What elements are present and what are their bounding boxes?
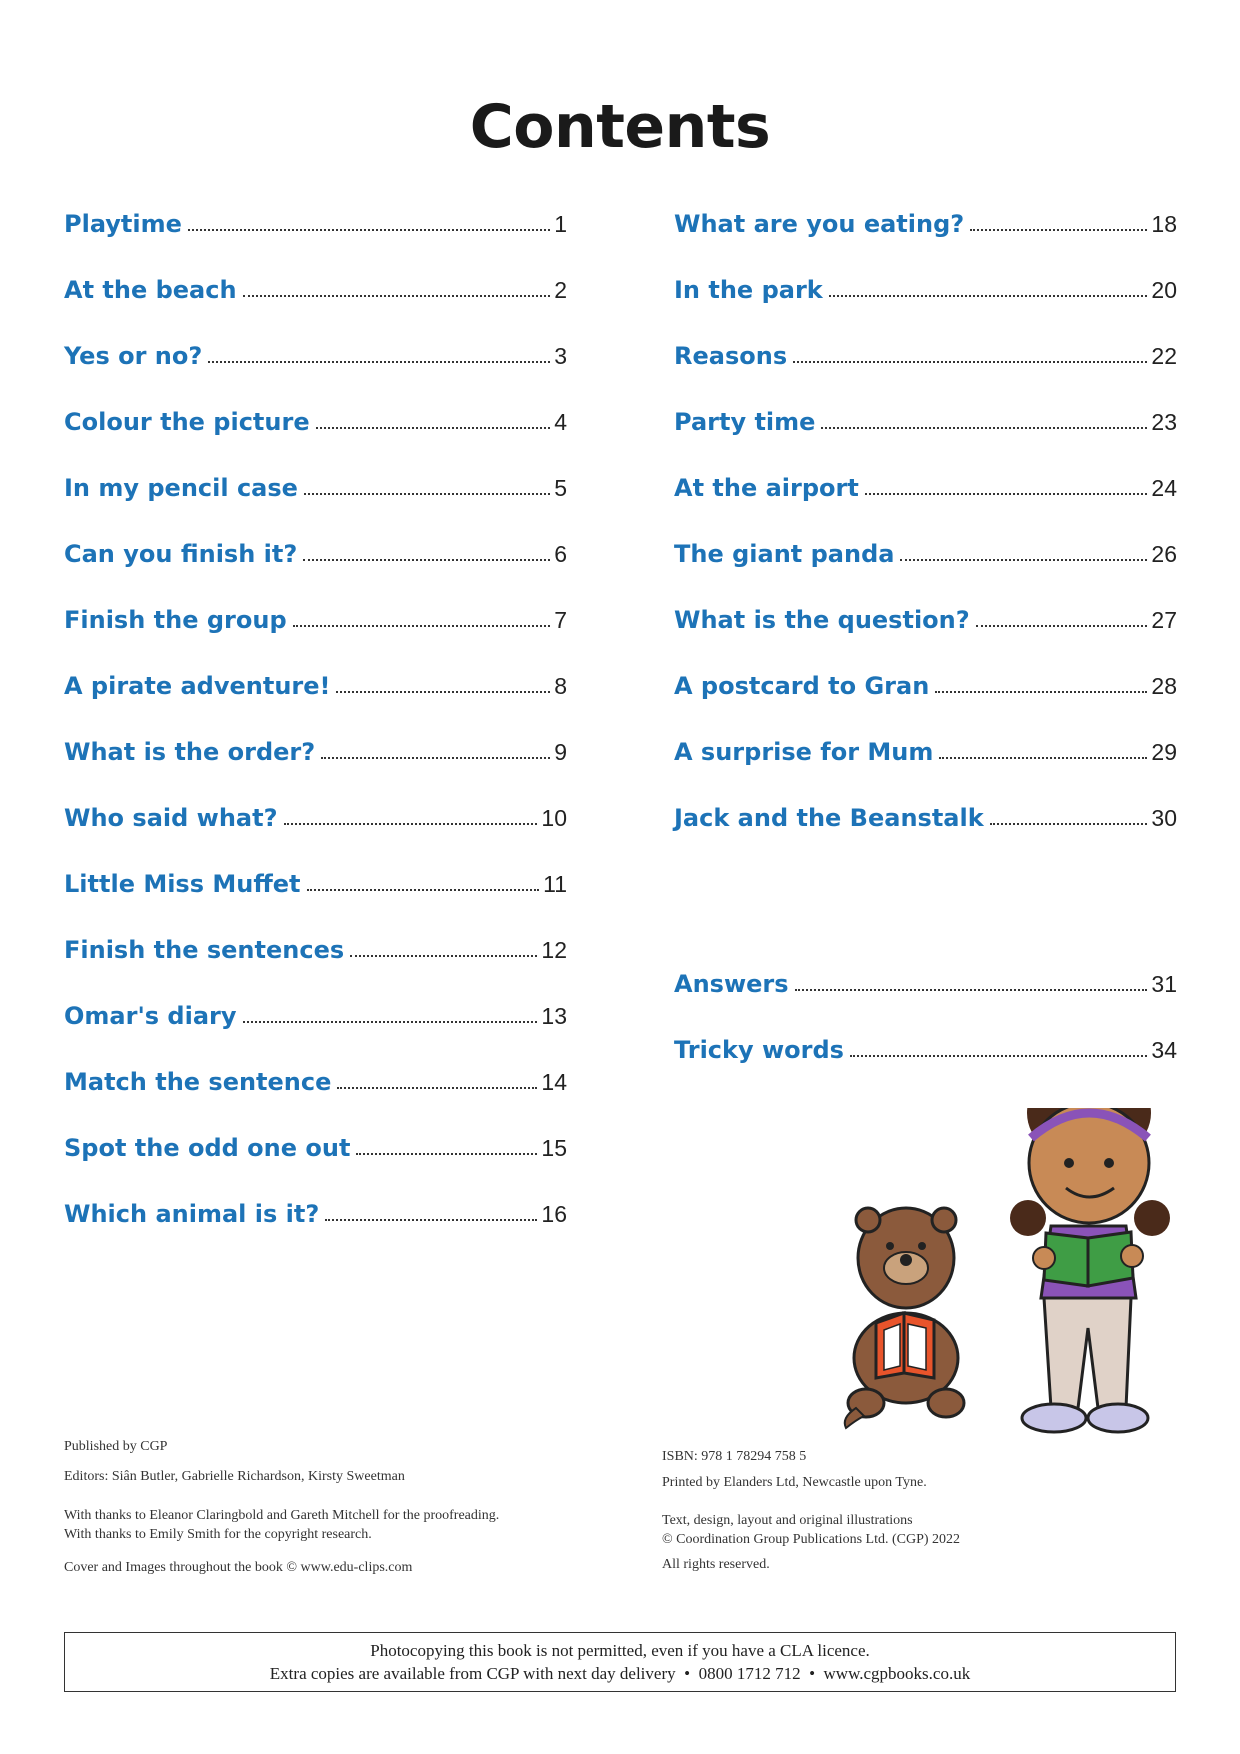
toc-entry-title[interactable]: Who said what? (64, 804, 278, 832)
rights-text: All rights reserved. (662, 1557, 770, 1572)
toc-entry-title[interactable]: Finish the sentences (64, 936, 345, 964)
reading-children-illustration (826, 1108, 1176, 1438)
toc-dot-leader (350, 955, 537, 957)
toc-dot-leader (316, 427, 551, 429)
toc-page-number: 7 (554, 607, 567, 633)
toc-entry-title[interactable]: Omar's diary (64, 1002, 237, 1030)
toc-dot-leader (304, 493, 550, 495)
toc-dot-leader (793, 361, 1147, 363)
toc-page-number: 13 (541, 1003, 567, 1029)
toc-entry[interactable] (674, 462, 1177, 502)
editors-text: Editors: Siân Butler, Gabrielle Richardson, Kirsty Sweetman (64, 1469, 405, 1484)
notice-line-1: Photocopying this book is not permitted, even if you have a CLA licence. (370, 1641, 870, 1660)
toc-dot-leader (976, 625, 1148, 627)
toc-page-number: 5 (554, 475, 567, 501)
toc-entry[interactable] (64, 990, 567, 1030)
toc-page-number: 9 (554, 739, 567, 765)
toc-entry-title[interactable]: At the beach (64, 276, 237, 304)
toc-entry[interactable] (674, 660, 1177, 700)
toc-page-number: 10 (541, 805, 567, 831)
toc-page-number: 24 (1151, 475, 1177, 501)
toc-dot-leader (990, 823, 1148, 825)
toc-page-number: 11 (543, 871, 567, 897)
credits-left (64, 1437, 624, 1577)
toc-entry[interactable] (64, 858, 567, 898)
toc-page-number: 23 (1151, 409, 1177, 435)
thanks-copyright-text: With thanks to Emily Smith for the copyright research. (64, 1527, 372, 1542)
toc-entry-title[interactable]: A surprise for Mum (674, 738, 934, 766)
toc-dot-leader (325, 1219, 537, 1221)
toc-dot-leader (900, 559, 1147, 561)
toc-entry[interactable] (64, 264, 567, 304)
toc-entry-title[interactable]: Finish the group (64, 606, 287, 634)
toc-entry-title[interactable]: Match the sentence (64, 1068, 332, 1096)
toc-entry[interactable] (674, 726, 1177, 766)
toc-entry-title[interactable]: Party time (674, 408, 816, 436)
toc-page-number: 28 (1151, 673, 1177, 699)
toc-page-number: 3 (554, 343, 567, 369)
isbn-text: ISBN: 978 1 78294 758 5 (662, 1449, 807, 1464)
toc-entry-title[interactable]: Yes or no? (64, 342, 203, 370)
toc-dot-leader (284, 823, 538, 825)
toc-dot-leader (821, 427, 1147, 429)
photocopy-notice-box (64, 1632, 1176, 1692)
toc-entry-title[interactable]: A pirate adventure! (64, 672, 331, 700)
toc-page-number: 22 (1151, 343, 1177, 369)
printer-text: Printed by Elanders Ltd, Newcastle upon Tyne. (662, 1475, 927, 1490)
toc-entry-title[interactable]: Reasons (674, 342, 788, 370)
toc-entry-title[interactable]: In the park (674, 276, 823, 304)
toc-entry-title[interactable]: Colour the picture (64, 408, 310, 436)
publisher-text: Published by CGP (64, 1439, 168, 1454)
toc-dot-leader (188, 229, 550, 231)
toc-page-number: 16 (541, 1201, 567, 1227)
toc-page-number: 31 (1151, 971, 1177, 997)
toc-entry-title[interactable]: What is the question? (674, 606, 970, 634)
toc-entry-title[interactable]: What is the order? (64, 738, 316, 766)
toc-dot-leader (307, 889, 540, 891)
toc-entry[interactable] (674, 1024, 1177, 1064)
toc-dot-leader (935, 691, 1147, 693)
toc-entry[interactable] (674, 792, 1177, 832)
toc-entry-title[interactable]: At the airport (674, 474, 859, 502)
toc-entry-title[interactable]: Can you finish it? (64, 540, 298, 568)
toc-entry-title[interactable]: A postcard to Gran (674, 672, 930, 700)
toc-page-number: 27 (1151, 607, 1177, 633)
toc-dot-leader (208, 361, 550, 363)
toc-entry-title[interactable]: In my pencil case (64, 474, 298, 502)
toc-entry[interactable] (64, 924, 567, 964)
toc-entry-title[interactable]: Jack and the Beanstalk (674, 804, 984, 832)
toc-entry[interactable] (64, 462, 567, 502)
toc-page-number: 18 (1151, 211, 1177, 237)
notice-line-2: Extra copies are available from CGP with next day delivery • 0800 1712 712 • www.cgpbooks.co.uk (269, 1664, 971, 1683)
toc-page-number: 14 (541, 1069, 567, 1095)
toc-page-number: 1 (554, 211, 567, 237)
toc-entry-title[interactable]: Little Miss Muffet (64, 870, 301, 898)
toc-entry[interactable] (64, 1188, 567, 1228)
toc-entry[interactable] (64, 660, 567, 700)
toc-page-number: 20 (1151, 277, 1177, 303)
toc-dot-leader (321, 757, 550, 759)
toc-dot-leader (356, 1153, 537, 1155)
toc-page-number: 12 (541, 937, 567, 963)
toc-entry-title[interactable]: Spot the odd one out (64, 1134, 351, 1162)
toc-entry[interactable] (64, 594, 567, 634)
toc-entry[interactable] (674, 198, 1177, 238)
toc-entry[interactable] (674, 594, 1177, 634)
toc-page-number: 2 (554, 277, 567, 303)
toc-entry[interactable] (64, 792, 567, 832)
girl-figure (1010, 1108, 1170, 1432)
toc-entry[interactable] (674, 264, 1177, 304)
toc-entry[interactable] (64, 330, 567, 370)
toc-entry[interactable] (64, 726, 567, 766)
page-title: Contents (469, 92, 771, 162)
toc-dot-leader (243, 295, 551, 297)
toc-dot-leader (970, 229, 1147, 231)
toc-entry[interactable] (64, 1056, 567, 1096)
toc-dot-leader (795, 989, 1148, 991)
toc-page-number: 29 (1151, 739, 1177, 765)
toc-entry-title[interactable]: Playtime (64, 210, 182, 238)
toc-page-number: 6 (554, 541, 567, 567)
toc-entry[interactable] (674, 330, 1177, 370)
toc-dot-leader (850, 1055, 1147, 1057)
toc-dot-leader (243, 1021, 538, 1023)
toc-entry-title[interactable]: Answers (674, 970, 789, 998)
toc-dot-leader (939, 757, 1147, 759)
toc-entry[interactable] (64, 396, 567, 436)
copyright-text: © Coordination Group Publications Ltd. (CGP) 2022 (662, 1532, 961, 1547)
toc-entry-title[interactable]: Which animal is it? (64, 1200, 320, 1228)
toc-entry[interactable] (64, 198, 567, 238)
toc-page-number: 15 (541, 1135, 567, 1161)
cover-credit-text: Cover and Images throughout the book © www.edu-clips.com (64, 1560, 413, 1575)
toc-dot-leader (293, 625, 551, 627)
toc-page-number: 26 (1151, 541, 1177, 567)
text-design-text: Text, design, layout and original illustrations (662, 1513, 913, 1528)
credits-right (662, 1447, 1176, 1574)
thanks-proofreading-text: With thanks to Eleanor Claringbold and Gareth Mitchell for the proofreading. (64, 1508, 500, 1523)
bear-figure (845, 1208, 964, 1428)
toc-entry-title[interactable]: What are you eating? (674, 210, 965, 238)
toc-entry[interactable] (64, 528, 567, 568)
toc-page-number: 30 (1151, 805, 1177, 831)
toc-dot-leader (865, 493, 1148, 495)
toc-entry-title[interactable]: The giant panda (674, 540, 895, 568)
toc-page-number: 4 (554, 409, 567, 435)
toc-dot-leader (336, 691, 550, 693)
toc-entry-title[interactable]: Tricky words (674, 1036, 844, 1064)
toc-entry[interactable] (674, 958, 1177, 998)
toc-page-number: 8 (554, 673, 567, 699)
toc-dot-leader (829, 295, 1148, 297)
toc-entry[interactable] (674, 396, 1177, 436)
toc-entry[interactable] (64, 1122, 567, 1162)
toc-page-number: 34 (1151, 1037, 1177, 1063)
toc-dot-leader (303, 559, 550, 561)
toc-dot-leader (337, 1087, 537, 1089)
toc-entry[interactable] (674, 528, 1177, 568)
